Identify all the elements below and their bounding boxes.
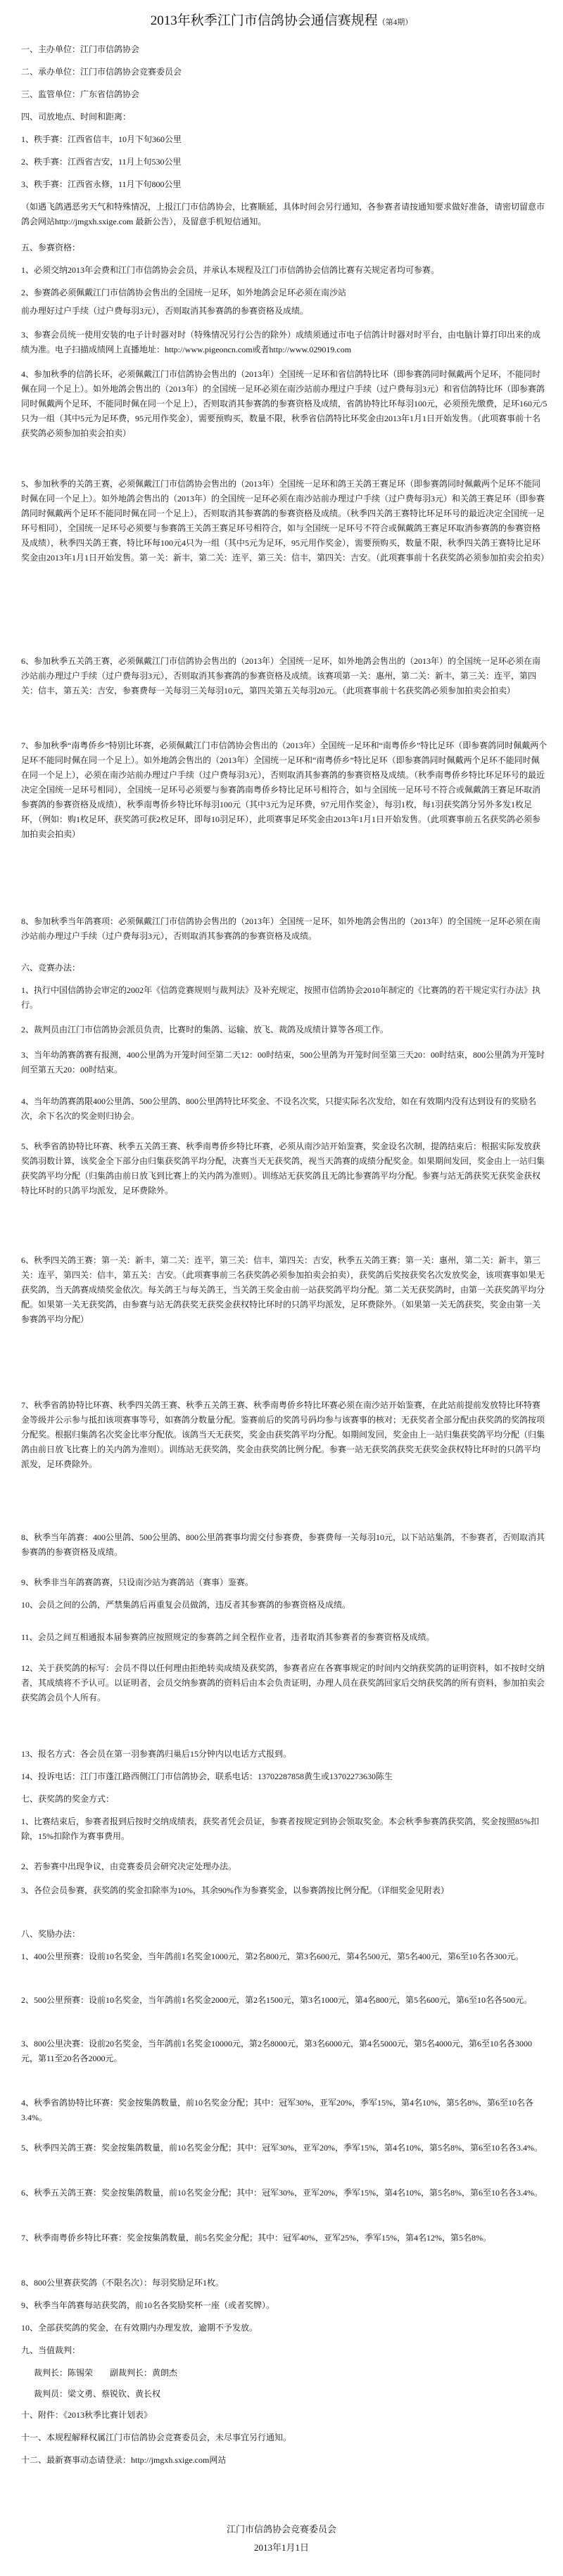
list-item: 7、秋季南粤侨乡特比环赛：奖金按集鸽数量，前5名奖金分配；其中：冠军40%，亚军25%，季军15%，第4名12%，第5名8%。 (21, 2233, 491, 2243)
list-item: 3、800公里决赛：设前20名奖金，当年鸽前1名奖金10000元，第2名8000元，第3名6000元，第4名5000元，第5名4000元，第6至10名各3000元，第11至20名各2000元。 (21, 2039, 533, 2063)
organizer-line: 一、主办单位：江门市信鸽协会 (21, 44, 140, 54)
list-item: 8、800公里赛获奖鸽（不限名次）：每羽奖励足环1枚。 (21, 2278, 224, 2288)
paragraph: 1、比赛结束后，参赛者报到后按时交纳成绩表，获奖者凭会员证，参赛者按规定到协会领取奖金。本会秋季参赛鸽获奖鸽，奖金按照85%扣除，15%扣除作为赛事费用。 (21, 1816, 540, 1841)
paragraph: 6、参加秋季五关鸽王赛，必须佩戴江门市信鸽协会售出的（2013年）全国统一足环，如外地鸽会售出的（2013年）的全国统一足环必须在南沙站前办理过户手续（过户费每羽3元），否则取消其参赛鸽的参赛资格及成绩。该赛项第一关：惠州，第二关：新丰，第三关：连平，第四关：信丰，第五关：吉安，参赛费每一关每羽三关每羽10元，第四关第五关每羽20元。（此项赛事前十名获奖鸽必须参加拍卖会拍卖） (21, 656, 541, 696)
paragraph: 3、参赛会员统一使用安装的电子计时器对时（特殊情况另行公告的除外）成绩须通过市电子信鸽计时器对时平台，由电脑计算打印出来的成绩为准。电子扫描成绩网上直播地址：http://www.pigeoncn.com或者http://www.029019.com (21, 330, 541, 354)
list-item: 4、秋季省鸽协特比环赛：奖金按集鸽数量，前10名奖金分配；其中：冠军30%，亚军20%，季军15%，第4名10%，第5名8%，第6至10名各3.4%。 (21, 2098, 533, 2122)
paragraph: 3、各位会员参赛，获奖鸽的奖金扣除率为10%，其余90%作为参赛奖金，以参赛鸽按比例分配。（详细奖金见附表） (21, 1885, 449, 1895)
section-heading: 七、获奖鸽的奖金方式： (21, 1794, 115, 1804)
paragraph: 11、会员之间互相通报本届参赛鸽应按照规定的参赛鸽之间全程作业者，违者取消其参赛者的参赛资格及成绩。 (21, 1632, 435, 1642)
paragraph: 7、参加秋季“南粤侨乡”特别比环赛，必须佩戴江门市信鸽协会售出的（2013年）全国统一足环和“南粤侨乡”特比足环（即参赛鸽同时佩戴两个足环不能同时佩在同一个足上）。如外地鸽会售出的（2013年）全国统一足环和“南粤侨乡”特比足环（即参赛鸽同时佩戴两个足环不能同时佩在同一个足上），必须在南沙站前办理过户手续（过户费每羽3元），否则取消其参赛鸽的参赛资格及成绩。（秋季南粤侨乡特比环足环号的最近决定全国统一足环号相同），全国统一足环号必须要与参赛鸽南粤侨乡特比足环号相符合，如与全国统一足环号不符合或佩戴鸽王赛足环取消参赛鸽的参赛资格及成绩），秋季南粤侨乡特比环每羽100元（其中3元为足环费，97元用作奖金），每羽1枚，每1羽获奖鸽分另外多发1枚足环，（例如：购1枚足环，获奖鸽可获2枚足环，即每10羽足环），此项赛事足环奖金由2013年1月1日开始发售。（此项赛事前五名获奖鸽必须参加拍卖会拍卖） (21, 741, 548, 839)
co-organizer-line: 二、承办单位：江门市信鸽协会竞赛委员会 (21, 67, 182, 77)
paragraph: 4、参加秋季的信鸽长环，必须佩戴江门市信鸽协会售出的（2013年）全国统一足环和省信鸽特比环（即参赛鸽同时佩戴两个足环，不能同时佩在同一个足上）。如外地鸽会售出的（2013年）的全国统一足环必须在南沙站前办理过户手续（过户费每羽3元）和省信鸽特比环（即参赛鸽同时佩戴两个足环，不能同时佩在同一个足上），否则取消其参赛鸽的参赛资格及成绩，省鸽协特比环每羽100元，必须预先缴费，足环160元/5只为一组（其中5元为足环费，95元用作奖金），需要预购买，数量不限，秋季省信鸽特比环奖金由2013年1月1日开始发售。（此项赛事前十名获奖鸽必须参加拍卖会拍卖） (21, 369, 548, 438)
paragraph: 5、秋季省鸽协特比环赛、秋季五关鸽王赛、秋季南粤侨乡特比环赛，必须从南沙站开始鉴赛，奖金设名次制，提鸽结束后：根据实际发放获奖鸽羽数计算，该奖金全下部分由归集获奖鸽平均分配，决赛当天无获奖鸽，视当天鸽赛的成绩分配奖金。如果期间发回，奖金由上一站归集获奖鸽平均分配（归集鸽由前日放飞到比赛上的关内鸽为准则）。训练站无获奖鸽且无鸽比参赛鸽平均分配。参赛与站无鸽获奖无获奖金获权特比环时的只鸽平均派发，足环费除外。 (21, 1141, 545, 1196)
section-heading: 五、参赛资格： (21, 243, 81, 252)
paragraph: 3、当年幼鸽赛鸽赛有报测，400公里鸽为开笼时间至第二天12：00时结束，500公里鸽为开笼时间至第三天20：00时结束，800公里鸽为开笼时间至第五天20：00时结束。 (21, 1050, 545, 1075)
paragraph: 13、报名方式：各会员在第一羽参赛鸽归巢后15分钟内以电话方式报到。 (21, 1749, 292, 1759)
paragraph: （如遇飞鸽遇恶劣天气和特殊情况，上报江门市信鸽协会，比赛顺延，具体时间会另行通知，各参赛者请按通知要求做好准备，请密切留意市鸽会网站http://jmgxh.sxige.com 最新公告），及留意手机短信通知。 (21, 202, 545, 226)
section-heading: 四、司放地点、时间和距离： (21, 112, 132, 122)
contact-line: 14、投诉电话：江门市蓬江路西侧江门市信鸽协会，联系电话：13702287858黄生或13702273630陈生 (21, 1771, 393, 1781)
paragraph: 7、秋季省鸽协特比环赛、秋季四关鸽王赛、秋季五关鸽王赛、秋季南粤侨乡特比环赛必须在南沙站开始鉴赛，在此站前提前发放特比环特赛金等级并公示参与抵扣该项赛事等号，如赛鸽分数量分配。鉴赛前后的奖鸽号码均参与该赛事的核对；无获奖者全部分配由获奖鸽的奖鸽按项分配奖。根据归集鸽名次奖金比率分配依。该鸽当天无获奖，奖金由获奖鸽平均分配。如期间发回，奖金由上一站归集获奖鸽平均分配（归集鸽由前日放飞比赛上的关内鸽为准则）。训练站无获奖鸽，奖金由获奖鸽比例分配。参赛一站无获奖鸽获奖无获奖金获权特比环时的只鸽平均派发，足环费除外。 (21, 1400, 545, 1469)
signature-date: 2013年1月1日 (253, 2542, 309, 2553)
website-line: 十二、最新赛事动态请登录：http://jmgxh.sxige.com网站 (21, 2455, 227, 2465)
paragraph: 10、会员之间的公鸽，严禁集鸽后再重复会员做鸽，违反者其参赛鸽的参赛资格及成绩。 (21, 1600, 351, 1610)
referee-chief-line: 裁判长：陈锡荣 副裁判长：黄朗杰 (34, 2368, 178, 2378)
page-title: 2013年秋季江门市信鸽协会通信赛规程（第4期） (150, 13, 413, 28)
list-item: 10、全部获奖鸽的奖金，在有效期内办理发放，逾期不予发放。 (21, 2323, 258, 2333)
paragraph: 4、当年幼鸽赛鸽限400公里鸽、500公里鸽、800公里鸽特比环奖金、不设名次奖，只提实际名次发给，如在有效期内没有达到设有的奖励名次，余下名次的奖金则归协会。 (21, 1096, 537, 1121)
list-item: 6、秋季五关鸽王赛：奖金按集鸽数量，前10名奖金分配；其中：冠军30%，亚军20%，季军15%，第4名10%，第5名8%，第6至10名各3.4%。 (21, 2188, 543, 2198)
paragraph: 8、参加秋季当年鸽赛项：必须佩戴江门市信鸽协会售出的（2013年）全国统一足环，如外地鸽会售出的（2013年）的全国统一足环必须在南沙站前办理过户手续（过户费每羽3元），否则取消其参赛鸽的参赛资格及成绩。 (21, 916, 541, 941)
list-item: 1、必须交纳2013年会费和江门市信鸽协会会员，并承认本规程及江门市信鸽协会信鸽比赛有关规定者均可参赛。 (21, 265, 440, 275)
section-heading: 六、竞赛办法： (21, 963, 81, 973)
list-item: 2、参赛鸽必须佩戴江门市信鸽协会售出的全国统一足环，如外地鸽会足环必须在南沙站 (21, 288, 347, 297)
section-heading: 九、当值裁判： (21, 2345, 81, 2355)
list-item: 1、400公里预赛：设前10名奖金，当年鸽前1名奖金1000元，第2名800元，第3名600元，第4名500元，第5名400元，第6至10名各300元。 (21, 1952, 524, 1961)
list-item: 3、秩手赛：江西省永修，11月下旬800公里 (21, 179, 182, 189)
title-issue-suffix: （第4期） (377, 18, 413, 27)
list-item: 5、秋季四关鸽王赛：奖金按集鸽数量，前10名奖金分配；其中：冠军30%，亚军20%，季军15%，第4名10%，第5名8%，第6至10名各3.4%。 (21, 2143, 543, 2153)
list-item: 2、秩手赛：江西省吉安，11月上旬530公里 (21, 157, 182, 167)
supervisor-line: 三、监管单位：广东省信鸽协会 (21, 89, 140, 99)
paragraph: 8、秋季当年鸽赛：400公里鸽、500公里鸽、800公里鸽赛事均需交付参赛费，参赛费每一关每羽10元，以下站站集鸽，不参赛者，否则取消其参赛鸽的参赛资格及成绩。 (21, 1532, 545, 1557)
paragraph: 9、秋季非当年鸽赛鸽赛，只设南沙站为赛鸽站（赛事）鉴赛。 (21, 1577, 254, 1587)
paragraph: 2、若参赛中出现争议，由竞赛委员会研究决定处理办法。 (21, 1861, 237, 1871)
list-item: 9、秋季当年鸽赛每站获奖鸽，前10名各奖励奖杯一座（或者奖牌）。 (21, 2300, 275, 2310)
list-item: 2、500公里预赛：设前10名奖金，当年鸽前1名奖金2000元，第2名1500元，第3名1000元，第4名800元，第5名600元，第6至10名各500元。 (21, 1995, 533, 2005)
paragraph: 12、关于获奖鸽的标写：会员不得以任何理由拒绝转卖成绩及获奖鸽，参赛者应在各赛事规定的时间内交纳获奖鸽的证明资料，如不按时交纳者，其成绩将不予认可。以证明者，会员交纳参赛鸽的资料后由本会负责证明，办理人员在获奖鸽回家后交纳获奖鸽的所有资料，参加拍卖会获奖鸽会员个人所有。 (21, 1663, 545, 1703)
interpretation-line: 十一、本规程解释权属江门市信鸽协会竞赛委员会，未尽事宜另行通知。 (21, 2433, 292, 2442)
attachment-line: 十、附件：《2013秋季比赛计划表》 (21, 2410, 153, 2420)
paragraph: 1、执行中国信鸽协会审定的2002年《信鸽竞赛规则与裁判法》及补充规定，按照市信鸽协会2010年制定的《比赛鸽的若干规定实行办法》执行。 (21, 985, 541, 1010)
list-item: 前办理好过户手续（过户费每羽3元），否则取消其参赛鸽的参赛资格及成绩。 (21, 306, 309, 316)
paragraph: 5、参加秋季的关鸽王赛，必须佩戴江门市信鸽协会售出的（2013年）全国统一足环和鸽王关鸽王赛足环（即参赛鸽同时佩戴两个足环不能同时佩在同一个足上）。如外地鸽会售出的（2013年）的全国统一足环必须在南沙站前办理过户手续（过户费每羽3元）和关鸽王赛足环（即参赛鸽同时佩戴两个足环不能同时佩在同一个足上），否则取消其参赛鸽的参赛资格及成绩。（秋季四关鸽王赛特比环足环号的最近决定全国统一足环号相同），全国统一足环号必须要与参赛鸽王关鸽王赛足环号相符合，如与全国统一足环号不符合或佩戴鸽王赛足环取消参赛鸽的参赛资格及成绩），秋季四关鸽王赛，特比环每100元4只为一组（其中5元为足环，95元用作奖金），需要预购买，数量不限，秋季四关鸽王赛特比足环奖金由2013年1月1日开始发售。第一关：新丰，第二关：连平，第三关：信丰，第四关：吉安。（此项赛事前十名获奖鸽必须参加拍卖会拍卖） (21, 479, 550, 563)
paragraph: 2、裁判员由江门市信鸽协会派员负责，比赛时的集鸽、运输、放飞、裁鸽及成绩计算等各项工作。 (21, 1025, 389, 1034)
referee-members-line: 裁判员：梁文勇、蔡锐钦、黄长权 (34, 2389, 161, 2399)
section-heading: 八、奖励办法： (21, 1929, 81, 1939)
paragraph: 6、秋季四关鸽王赛：第一关：新丰，第二关：连平，第三关：信丰，第四关：吉安，秋季五关鸽王赛：第一关：惠州，第二关：新丰，第三关：连平，第四关：信丰，第五关：吉安。（此项赛事前三名获奖鸽必须参加拍卖会拍卖），获奖鸽后奖按获奖名次发放奖金，该项赛事如果无获奖鸽，当天鸽赛成绩奖金依次。每关鸽王与每关鸽王，当关鸽王奖金由前一站获奖鸽平均分配。第二关无获奖鸽时，由第一关获奖鸽平均分配。如果第一关无获奖鸽，由参赛与站无鸽获奖无获奖金获权特比环时的只鸽平均派发，足环费除外。（如果第一关无鸽获奖，奖金由第一关参赛鸽平均分配） (21, 1255, 545, 1324)
list-item: 1、秩手赛：江西省信丰，10月下旬360公里 (21, 134, 182, 144)
signature-org: 江门市信鸽协会竞赛委员会 (226, 2524, 336, 2535)
